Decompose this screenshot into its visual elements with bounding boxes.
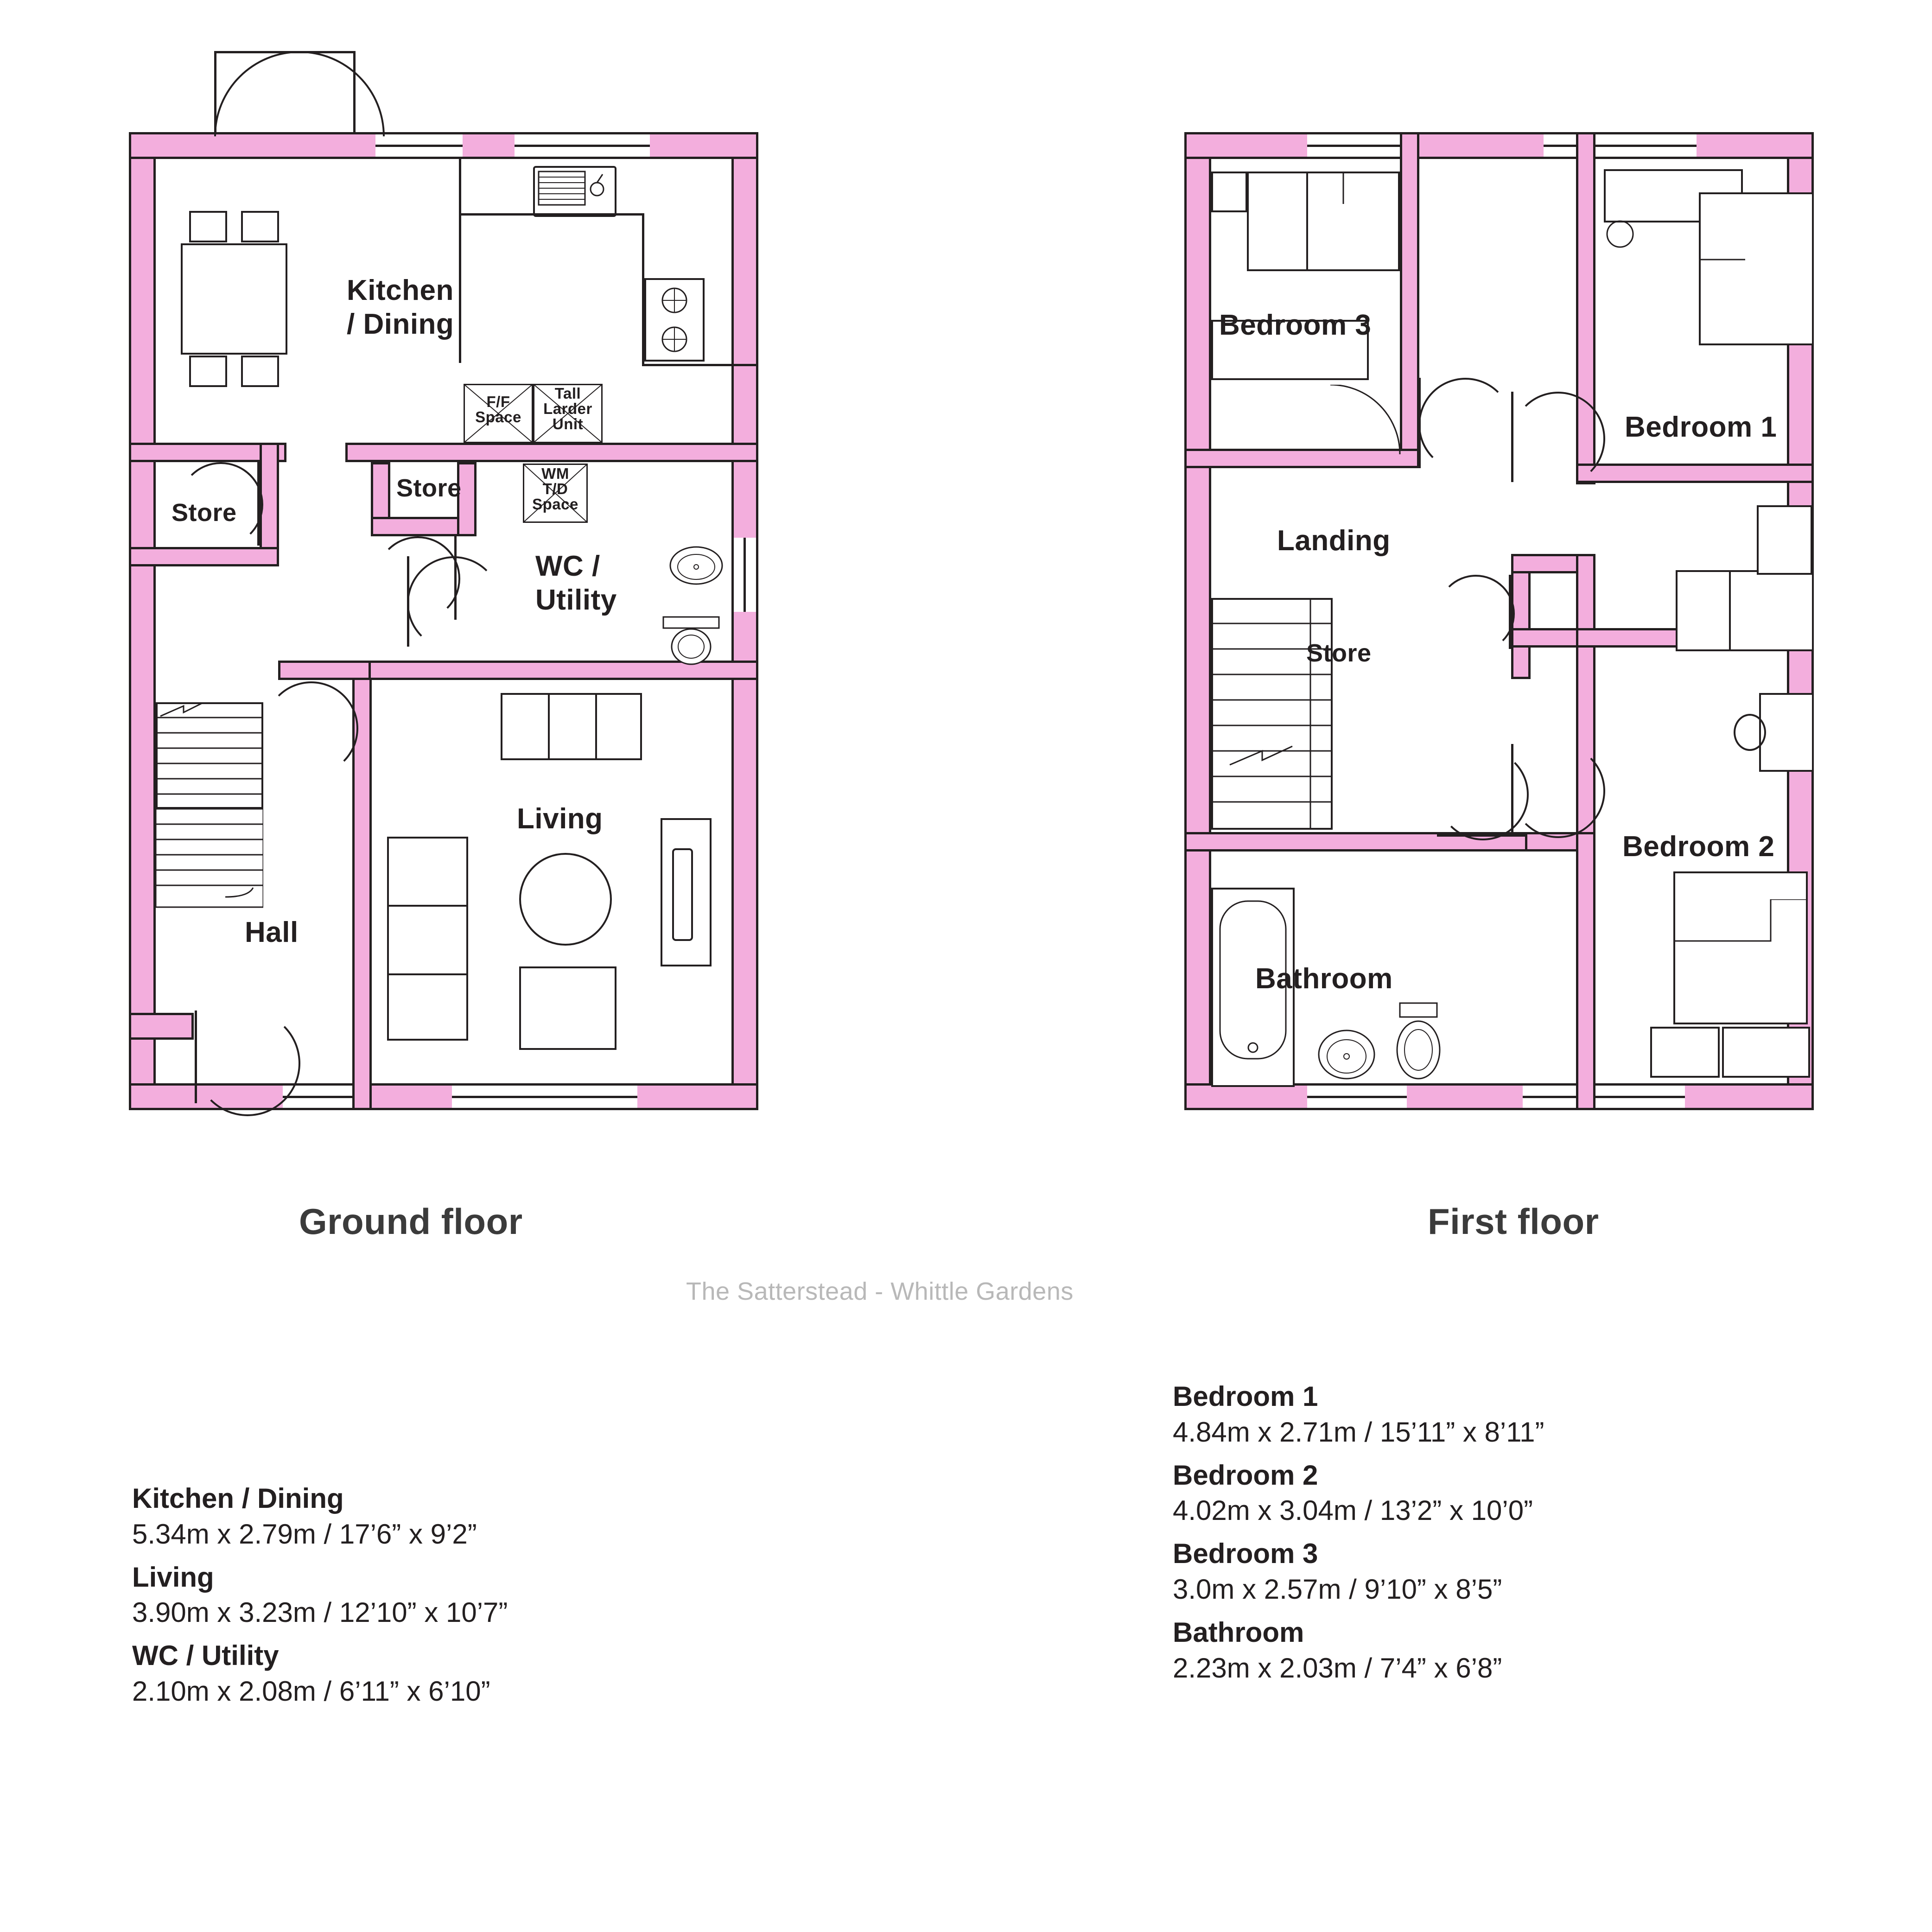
schedule-room-dimensions: 5.34m x 2.79m / 17’6” x 9’2” bbox=[132, 1518, 477, 1550]
coffee-table-icon bbox=[519, 853, 612, 946]
hob-rings-icon bbox=[644, 278, 705, 364]
room-label-kitchen-dining: Kitchen / Dining bbox=[347, 274, 454, 341]
window-bedroom3-mullion bbox=[1307, 145, 1414, 147]
appliance-label-tall-larder: Tall Larder Unit bbox=[543, 385, 592, 432]
bedroom3-doorswing-inner bbox=[1330, 385, 1409, 466]
sofa-left-seam bbox=[387, 905, 468, 907]
first-floor-plan bbox=[1112, 0, 1932, 1242]
dining-chair-icon bbox=[189, 211, 227, 242]
room-label-store-kitchen: Store bbox=[396, 474, 462, 502]
bedroom1-door-swing-arc bbox=[1511, 392, 1605, 486]
schedule-room-name: Bathroom bbox=[1173, 1616, 1304, 1648]
ground-floor-schedule bbox=[132, 1481, 508, 1717]
bathroom-door-swing-arc bbox=[1437, 749, 1529, 840]
wardrobe-icon-landing bbox=[1757, 505, 1812, 575]
development-title: The Satterstead - Whittle Gardens bbox=[686, 1277, 1074, 1305]
ground-floor-plan bbox=[0, 0, 834, 1242]
first-floor-schedule bbox=[1173, 1379, 1544, 1693]
ground-floor-title: Ground floor bbox=[299, 1201, 523, 1242]
room-label-hall: Hall bbox=[245, 916, 299, 948]
wall-hall-stub bbox=[278, 661, 371, 680]
wall-exterior-top bbox=[1184, 132, 1814, 159]
bedroom1-lamp-icon bbox=[1604, 218, 1636, 253]
room-label-bedroom1: Bedroom 1 bbox=[1625, 411, 1777, 443]
wc-basin-icon bbox=[668, 545, 724, 589]
wc-toilet-icon bbox=[661, 614, 725, 672]
window-bedroom2-mullion bbox=[1523, 1096, 1685, 1098]
wall-exterior-right bbox=[731, 132, 758, 1110]
wall-exterior-left bbox=[129, 132, 156, 1110]
staircase-treads-icon bbox=[156, 702, 263, 812]
room-label-wc-utility: WC / Utility bbox=[535, 550, 617, 616]
window-wc-utility-mullion bbox=[744, 538, 746, 612]
wall-porch-return bbox=[129, 1013, 194, 1040]
sofa-top-icon bbox=[501, 693, 642, 760]
dining-table-icon bbox=[181, 243, 287, 355]
drawers-icon-bedroom2 bbox=[1650, 1027, 1720, 1078]
staircase-treads-icon bbox=[1211, 598, 1333, 832]
schedule-room-name: Kitchen / Dining bbox=[132, 1483, 344, 1514]
sink-bowl-icon bbox=[538, 171, 612, 215]
room-label-bathroom: Bathroom bbox=[1255, 963, 1393, 995]
back-door-jamb-right bbox=[353, 51, 356, 134]
schedule-room-dimensions: 2.10m x 2.08m / 6’11” x 6’10” bbox=[132, 1675, 490, 1707]
bathroom-basin-icon bbox=[1316, 1027, 1377, 1085]
room-label-landing: Landing bbox=[1277, 525, 1391, 557]
sofa-left-seam-2 bbox=[387, 973, 468, 975]
schedule-room-name: Bedroom 2 bbox=[1173, 1459, 1318, 1491]
wall-bedroom2-left-lower bbox=[1576, 832, 1595, 1110]
bedroom3-door-swing-arc bbox=[1418, 378, 1513, 472]
bathroom-toilet-icon bbox=[1386, 1001, 1451, 1087]
schedule-room-dimensions: 4.84m x 2.71m / 15’11” x 8’11” bbox=[1173, 1416, 1544, 1448]
sofa-left-icon bbox=[387, 837, 468, 1041]
room-label-bedroom2: Bedroom 2 bbox=[1622, 831, 1775, 863]
appliance-label-ff-space: F/F Space bbox=[475, 393, 521, 426]
window-bedroom1-top-mullion bbox=[1544, 145, 1697, 147]
dining-chair-icon bbox=[241, 211, 279, 242]
wall-store1-bottom bbox=[129, 547, 279, 566]
window-bathroom-mullion bbox=[1307, 1096, 1407, 1098]
wall-exterior-bottom bbox=[1184, 1083, 1814, 1110]
sofa-top-seam-2 bbox=[595, 693, 597, 760]
counter-return-b bbox=[642, 364, 758, 366]
counter-top-run bbox=[459, 159, 461, 363]
store-door-swing-arc bbox=[1437, 575, 1515, 653]
dining-chair-icon bbox=[189, 356, 227, 387]
window-living-2-mullion bbox=[452, 1096, 637, 1098]
window-kitchen-1-mullion bbox=[375, 145, 463, 147]
window-kitchen-2-mullion bbox=[515, 145, 650, 147]
schedule-room-dimensions: 2.23m x 2.03m / 7’4” x 6’8” bbox=[1173, 1652, 1502, 1684]
appliance-label-wm-td-space: WM T/D Space bbox=[532, 465, 578, 513]
bed3-duvet-fold-icon bbox=[1306, 172, 1400, 273]
wc-door-swing-arc bbox=[407, 556, 501, 650]
schedule-room-dimensions: 3.0m x 2.57m / 9’10” x 8’5” bbox=[1173, 1573, 1502, 1605]
sofa-top-seam bbox=[548, 693, 550, 760]
wall-exterior-left bbox=[1184, 132, 1211, 1110]
schedule-room-dimensions: 4.02m x 3.04m / 13’2” x 10’0” bbox=[1173, 1495, 1533, 1526]
bed2-duvet-fold-icon bbox=[1673, 899, 1808, 1027]
staircase-lower-flight-icon bbox=[156, 809, 263, 911]
front-door-swing-arc bbox=[195, 1010, 300, 1116]
bed1-duvet-fold-icon bbox=[1699, 222, 1814, 350]
drawers-icon-bedroom2-b bbox=[1722, 1027, 1810, 1078]
room-label-living: Living bbox=[517, 803, 603, 835]
armchair-icon bbox=[519, 966, 616, 1050]
dining-chair-icon bbox=[241, 356, 279, 387]
schedule-room-name: WC / Utility bbox=[132, 1640, 279, 1671]
desk-icon-bedroom2 bbox=[1759, 693, 1814, 772]
schedule-room-name: Bedroom 1 bbox=[1173, 1381, 1318, 1412]
schedule-room-name: Bedroom 3 bbox=[1173, 1538, 1318, 1570]
room-label-bedroom3: Bedroom 3 bbox=[1219, 309, 1372, 341]
room-label-store: Store bbox=[1306, 639, 1372, 667]
tv-icon bbox=[672, 848, 693, 941]
schedule-room-dimensions: 3.90m x 3.23m / 12’10” x 10’7” bbox=[132, 1597, 508, 1628]
wall-kitchen-divider-right bbox=[345, 443, 758, 462]
chair-icon-bedroom2 bbox=[1734, 714, 1766, 751]
schedule-room-name: Living bbox=[132, 1561, 214, 1593]
living-door-swing-arc bbox=[264, 681, 358, 775]
bedside-table-icon bbox=[1211, 172, 1247, 212]
window-living-1-mullion bbox=[283, 1096, 357, 1098]
bed1b-pillow-line bbox=[1729, 570, 1731, 651]
first-floor-title: First floor bbox=[1428, 1201, 1599, 1242]
wall-bedroom1-bottom bbox=[1576, 464, 1814, 483]
bed-icon-bedroom1-lower bbox=[1676, 570, 1814, 651]
room-label-store-hall: Store bbox=[172, 499, 237, 527]
